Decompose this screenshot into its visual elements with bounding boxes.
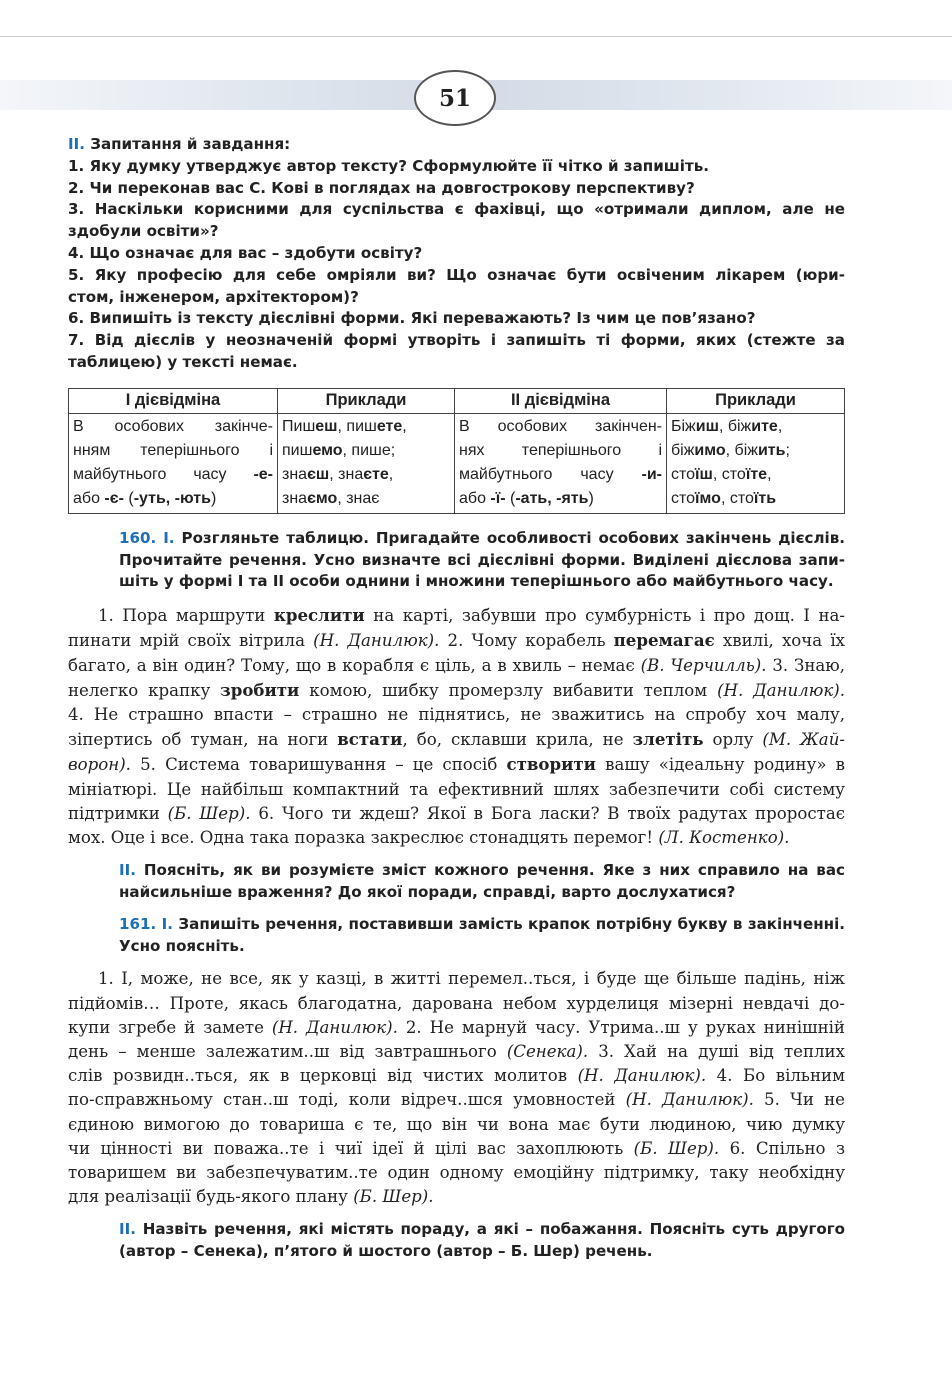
question-line: 7. Від дієслів у неозначеній формі утворіть і запишіть ті форми, яких (стежте за bbox=[68, 331, 845, 350]
text-line: чи цінності ви поважа..те і чиї ідеї й цілі вас захоплюють (Б. Шер). 6. Спільно з bbox=[68, 1138, 845, 1158]
text-line: купи згребе й замете (Н. Данилюк). 2. Не марнуй часу. Утрима..ш у руках нинішній bbox=[68, 1017, 845, 1037]
table-header-cell: II дієвідміна bbox=[455, 388, 667, 413]
task-line: найсильніше враження? До якої поради, справді, варто дослухатися? bbox=[119, 882, 736, 901]
question-line: здобули освіти»? bbox=[68, 222, 219, 241]
table-cell-conj2-rule bbox=[455, 413, 667, 513]
text-line: 1. І, може, не все, як у казці, в житті перемел..ться, і буде ще більше падінь, ніж bbox=[98, 969, 845, 989]
exercise-161-task-2 bbox=[68, 1219, 845, 1263]
questions-list bbox=[68, 156, 845, 374]
text-line: 4. Не страшно впасти – страшно не піднятись, не зважитись на спробу хоч малу, bbox=[68, 704, 845, 724]
question-line: 1. Яку думку утверджує автор тексту? Сформулюйте її чітко й запишіть. bbox=[68, 156, 709, 175]
text-line: ворон). 5. Система товаришування – це спосіб створити вашу «ідеальну родину» в bbox=[68, 754, 845, 775]
cell-line: стоїмо, стоїть bbox=[671, 489, 777, 507]
table-header-cell: Приклади bbox=[278, 388, 455, 413]
cell-line: Біжиш, біжите, bbox=[671, 417, 783, 435]
cell-line: майбутнього часу -и- bbox=[459, 465, 662, 483]
exercise-161-text bbox=[68, 967, 845, 1209]
table-cell-conj1-examples bbox=[278, 413, 455, 513]
table-header-row bbox=[69, 388, 845, 413]
task-line: (автор – Сенека), п’ятого й шостого (автор – Б. Шер) речень. bbox=[119, 1242, 653, 1261]
question-line: 4. Що означає для вас – здобути освіту? bbox=[68, 243, 423, 262]
questions-block bbox=[68, 134, 845, 374]
page-content bbox=[68, 134, 845, 1263]
text-line: єдиною вимогою до товариша є те, що він чи вона має бути людиною, чию думку bbox=[68, 1114, 845, 1134]
cell-line: знаєш, знаєте, bbox=[282, 465, 394, 483]
text-line: багато, а він один? Тому, що в корабля є ціль, а в хвиль – немає (В. Черчилль). 3. Знаю, bbox=[68, 655, 845, 675]
table-cell-conj2-examples bbox=[667, 413, 845, 513]
table-cell-conj1-rule bbox=[69, 413, 278, 513]
exercise-160-text bbox=[68, 603, 845, 850]
text-line: мох. Оце і все. Одна така поразка закреслює стонадцять перемог! (Л. Костенко). bbox=[68, 827, 790, 847]
question-line: 3. Наскільки корисними для суспільства є фахівці, що «отримали диплом, але не bbox=[68, 200, 845, 219]
text-line: мініатюрі. Це найбільш компактний та ефективний шлях забезпечити собі систему bbox=[68, 779, 845, 799]
text-line: товаришем ви забезпечуватим..те один одному емоційну підтримку, таку необхідну bbox=[68, 1163, 845, 1182]
cell-line: В особових закінчен- bbox=[459, 417, 662, 435]
cell-line: Пишеш, пишете, bbox=[282, 417, 407, 435]
top-rule bbox=[0, 36, 952, 37]
table-row bbox=[69, 413, 845, 513]
text-line: зіпертись об туман, на ноги встати, бо, склавши крила, не злетіть орлу (М. Жай- bbox=[68, 729, 845, 750]
text-line: день – менше залежатим..ш від завтрашнього (Сенека). 3. Хай на душі від теплих bbox=[68, 1041, 845, 1061]
cell-line: стоїш, стоїте, bbox=[671, 465, 772, 483]
task-line: Прочитайте речення. Усно визначте всі дієслівні форми. Виділені дієслова запи- bbox=[119, 550, 845, 569]
question-line: стом, інженером, архітектором)? bbox=[68, 287, 359, 306]
task-line: шіть у формі I та II особи однини і множини теперішнього або майбутнього часу. bbox=[119, 572, 834, 591]
task-line: Усно поясніть. bbox=[119, 936, 245, 955]
task-line: II. Поясніть, як ви розумієте зміст кожного речення. Яке з них справило на вас bbox=[119, 861, 845, 880]
question-line: 5. Яку професію для себе омріяли ви? Що означає бути освіченим лікарем (юри- bbox=[68, 265, 845, 284]
exercise-161-task bbox=[68, 914, 845, 958]
question-line: 2. Чи переконав вас С. Кові в поглядах на довгострокову перспективу? bbox=[68, 178, 695, 197]
table-header-cell: I дієвідміна bbox=[69, 388, 278, 413]
text-line: слів розвидн..ться, як в церковці від чистих молитов (Н. Данилюк). 4. Бо вільним bbox=[68, 1066, 845, 1086]
cell-line: нням теперішнього і bbox=[73, 441, 273, 459]
question-line: таблицею) у тексті немає. bbox=[68, 352, 298, 371]
page-number: 51 bbox=[414, 70, 496, 126]
exercise-160-task-2 bbox=[68, 860, 845, 904]
exercise-160-task bbox=[68, 528, 845, 593]
text-line: для реалізації будь-якого плану (Б. Шер). bbox=[68, 1187, 434, 1207]
cell-line: або -ї- (-ать, -ять) bbox=[459, 489, 594, 507]
cell-line: або -є- (-уть, -ють) bbox=[73, 489, 217, 507]
task-line: 160. I. Розгляньте таблицю. Пригадайте особливості особових закінчень дієслів. bbox=[119, 528, 845, 547]
questions-heading: II. Запитання й завдання: bbox=[68, 135, 291, 153]
text-line: нелегко крапку зробити комою, шибку промерзлу вибавити теплом (Н. Данилюк). bbox=[68, 679, 845, 700]
text-line: пинати мрій своїх вітрила (Н. Данилюк). 2. Чому корабель перемагає хвилі, хоча їх bbox=[68, 630, 845, 651]
task-line: 161. I. Запишіть речення, поставивши замість крапок потрібну букву в закінченні. bbox=[119, 914, 845, 933]
text-line: підтримки (Б. Шер). 6. Чого ти ждеш? Якої в Бога ласки? В твоїх радутах проростає bbox=[68, 803, 845, 823]
conjugation-table bbox=[68, 388, 845, 514]
table-header-cell: Приклади bbox=[667, 388, 845, 413]
text-line: підйомів… Проте, якась благодатна, дарована небом хурделиця мізерні невдачі до- bbox=[68, 993, 845, 1013]
cell-line: пишемо, пише; bbox=[282, 441, 396, 459]
task-line: II. Назвіть речення, які містять пораду, а які – побажання. Поясніть суть другого bbox=[119, 1220, 845, 1239]
text-line: 1. Пора маршрути креслити на карті, забувши про сумбурність і про дощ. І на- bbox=[98, 605, 845, 626]
text-line: по-справжньому стан..ш тоді, коли відреч..шся умовностей (Н. Данилюк). 5. Чи не bbox=[68, 1090, 845, 1110]
cell-line: нях теперішнього і bbox=[459, 441, 662, 459]
cell-line: знаємо, знає bbox=[282, 489, 380, 507]
cell-line: В особових закінче- bbox=[73, 417, 273, 435]
cell-line: майбутнього часу -е- bbox=[73, 465, 273, 483]
question-line: 6. Випишіть із тексту дієслівні форми. Які переважають? Із чим це пов’язано? bbox=[68, 309, 756, 328]
cell-line: біжимо, біжить; bbox=[671, 441, 790, 459]
